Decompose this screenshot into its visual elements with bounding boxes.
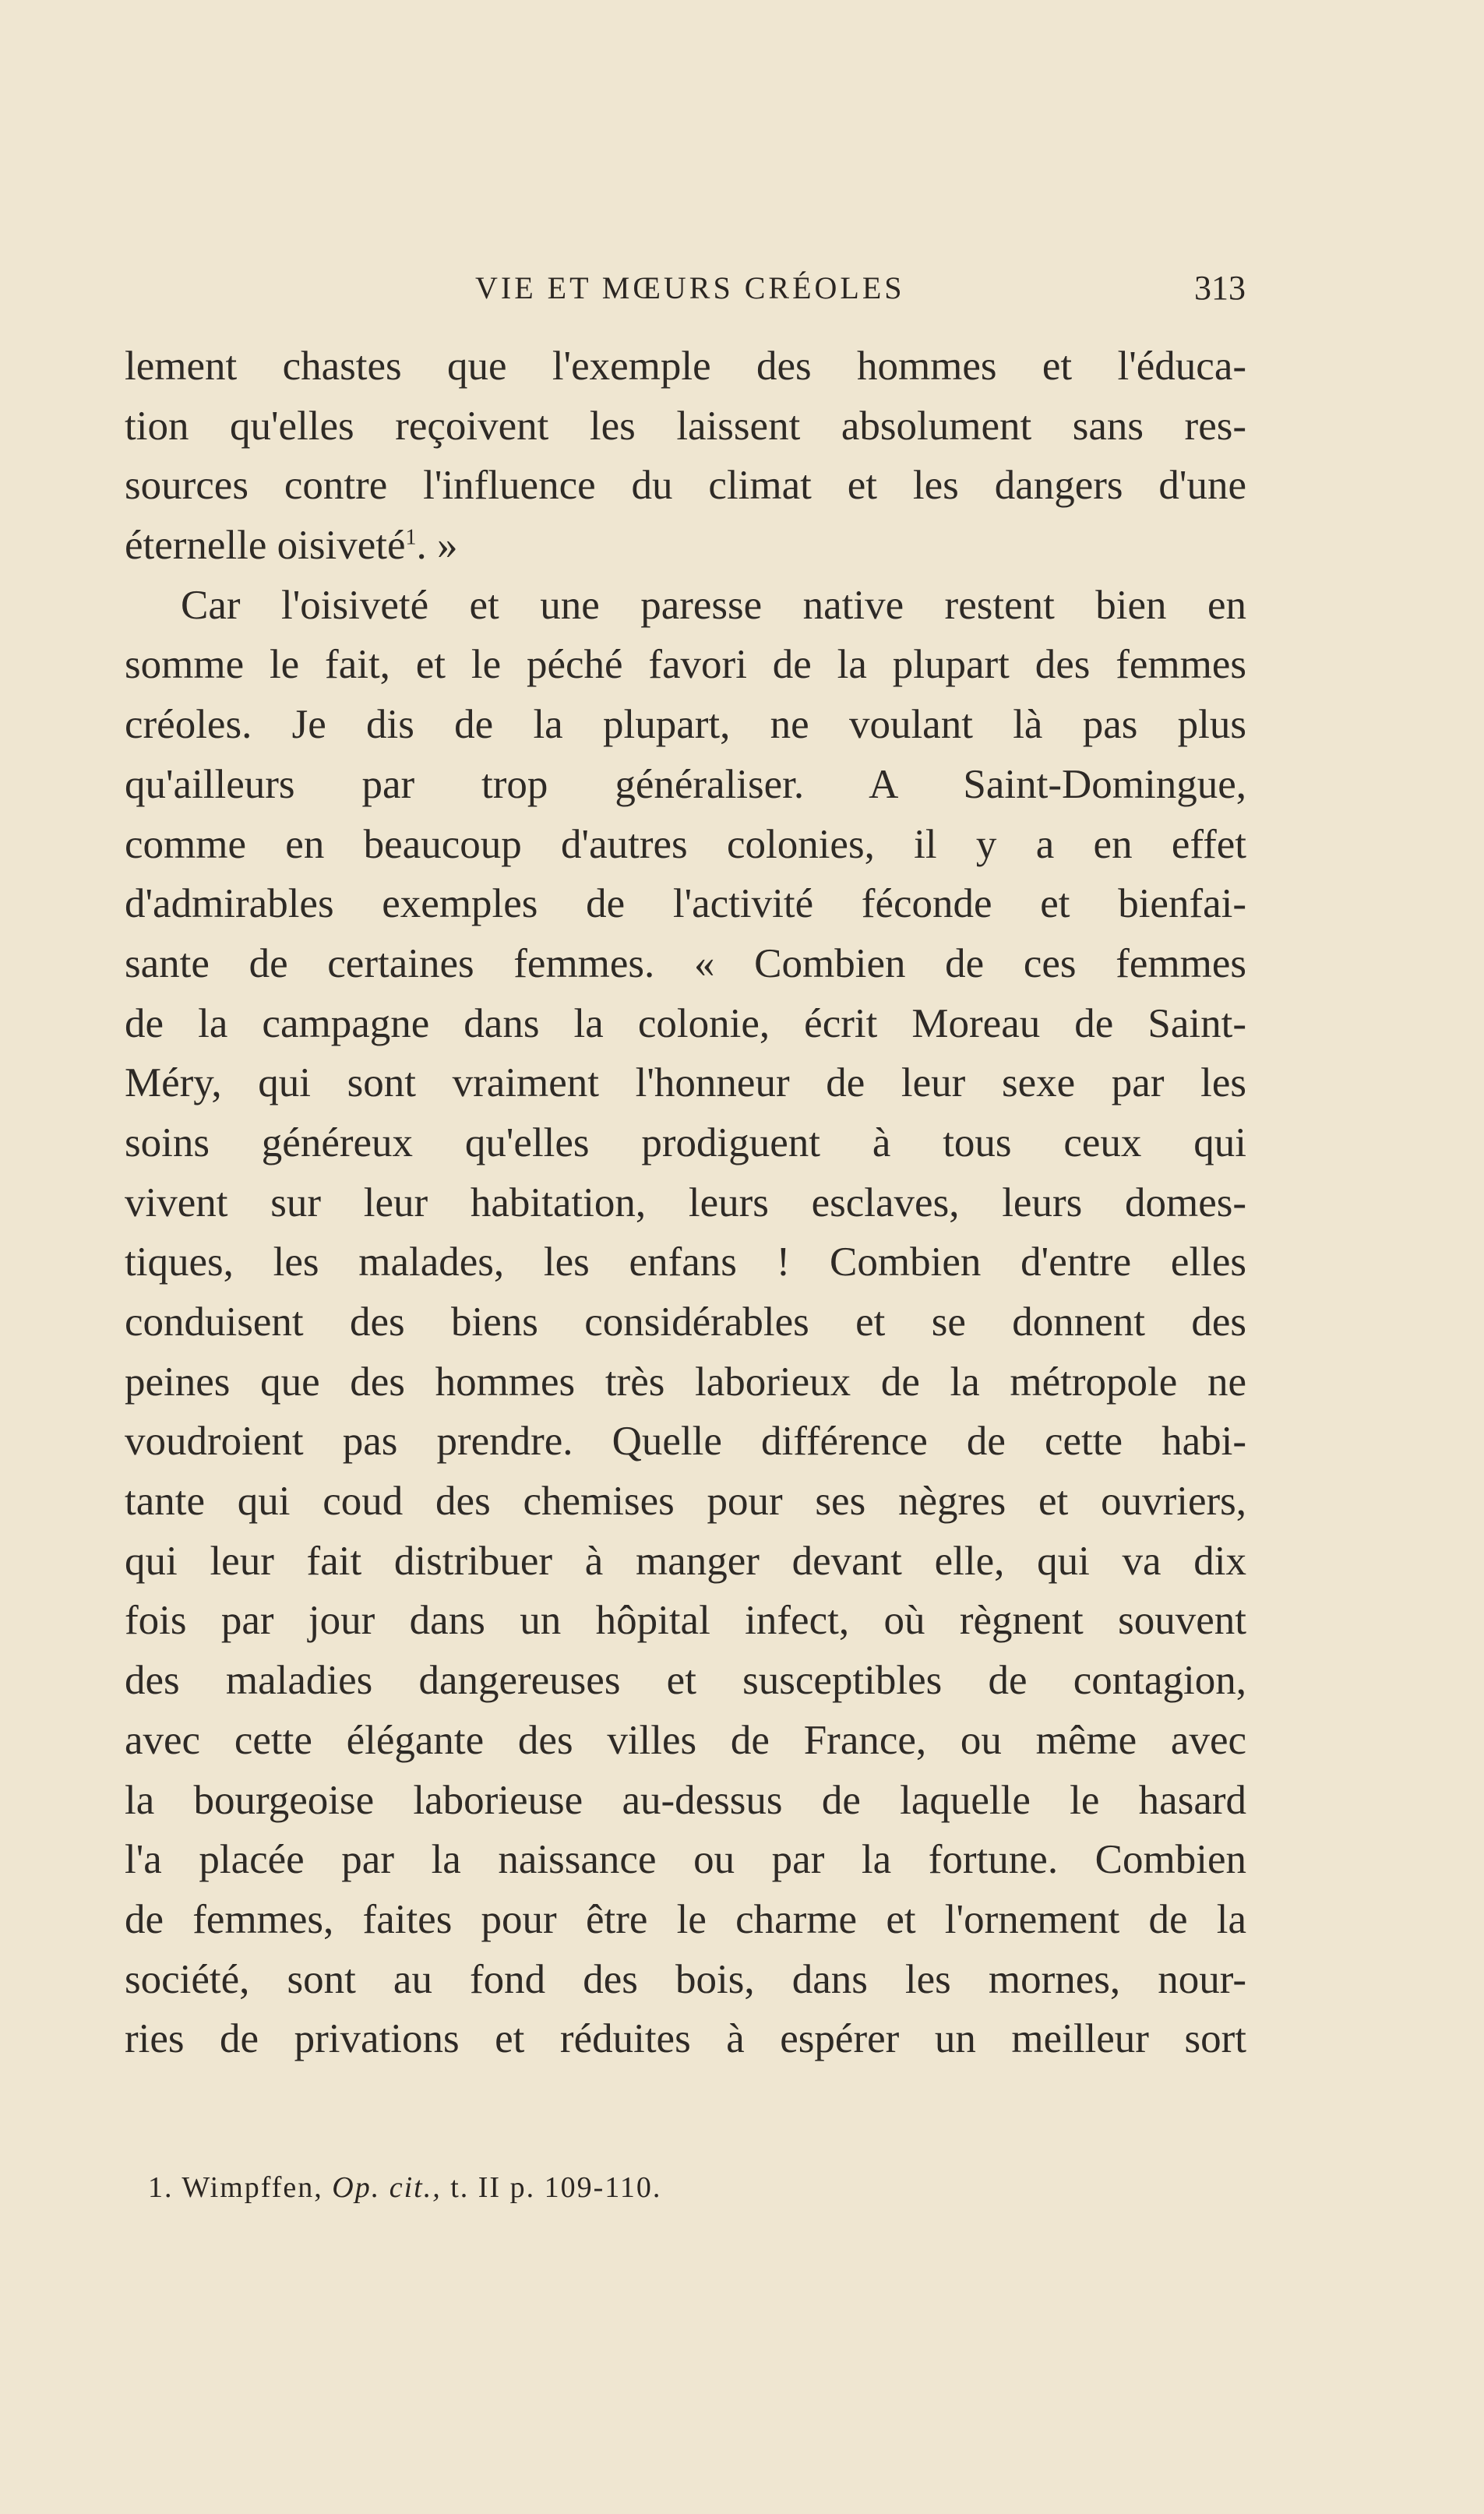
footnote-author: Wimpffen, (182, 2171, 323, 2204)
text-line: ries de privations et réduites à espérer un meilleur sort (125, 2016, 1246, 2062)
text-line: tante qui coud des chemises pour ses nègres et ouvriers, (125, 1479, 1246, 1525)
text-line: somme le fait, et le péché favori de la plupart des femmes (125, 642, 1246, 688)
footnote-work: Op. cit., (332, 2171, 442, 2204)
text-line: tion qu'elles reçoivent les laissent absolument sans res- (125, 403, 1246, 449)
text-line: vivent sur leur habitation, leurs esclaves, leurs domes- (125, 1179, 1246, 1225)
running-title: VIE ET MŒURS CRÉOLES (475, 270, 905, 305)
text-line: fois par jour dans un hôpital infect, où règnent souvent (125, 1598, 1246, 1644)
running-head (0, 265, 1484, 312)
text-line: qu'ailleurs par trop généraliser. A Saint-Domingue, (125, 761, 1246, 807)
text-line: de la campagne dans la colonie, écrit Moreau de Saint- (125, 1000, 1246, 1046)
text-line: de femmes, faites pour être le charme et l'ornement de la (125, 1896, 1246, 1942)
text-line: sante de certaines femmes. « Combien de ces femmes (125, 940, 1246, 986)
footnote-number: 1. (148, 2171, 174, 2204)
text-line-with-footnote (125, 516, 1246, 576)
text-line: peines que des hommes très laborieux de la métropole ne (125, 1359, 1246, 1405)
text-line: l'a placée par la naissance ou par la fortune. Combien (125, 1837, 1246, 1883)
quote-close: . » (416, 523, 458, 569)
text-line: société, sont au fond des bois, dans les mornes, nour- (125, 1956, 1246, 2002)
text-line: d'admirables exemples de l'activité féconde et bienfai- (125, 881, 1246, 927)
footnote-reference: t. II p. 109-110. (450, 2171, 662, 2204)
footnote-marker: 1 (405, 525, 417, 550)
text-line: soins généreux qu'elles prodiguent à tous ceux qui (125, 1119, 1246, 1165)
text-line: voudroient pas prendre. Quelle différence de cette habi- (125, 1419, 1246, 1465)
text-line: comme en beaucoup d'autres colonies, il y a en effet (125, 821, 1246, 867)
text-line: sources contre l'influence du climat et les dangers d'une (125, 463, 1246, 509)
text-line: qui leur fait distribuer à manger devant elle, qui va dix (125, 1538, 1246, 1584)
body-text (125, 337, 1246, 2069)
text-line: Méry, qui sont vraiment l'honneur de leur sexe par les (125, 1060, 1246, 1106)
text-line: la bourgeoise laborieuse au-dessus de laquelle le hasard (125, 1777, 1246, 1823)
text-line: des maladies dangereuses et susceptibles de contagion, (125, 1658, 1246, 1704)
page-number: 313 (1194, 269, 1246, 307)
text-line: Car l'oisiveté et une paresse native restent bien en (181, 582, 1246, 628)
text-line: lement chastes que l'exemple des hommes et l'éduca- (125, 344, 1246, 389)
text-line: créoles. Je dis de la plupart, ne voulant là pas plus (125, 702, 1246, 748)
footnote (148, 2166, 661, 2209)
text-line-segment: éternelle oisiveté (125, 523, 406, 569)
text-line: avec cette élégante des villes de France, ou même avec (125, 1717, 1246, 1763)
text-line: conduisent des biens considérables et se donnent des (125, 1299, 1246, 1345)
text-line: tiques, les malades, les enfans ! Combien d'entre elles (125, 1239, 1246, 1285)
